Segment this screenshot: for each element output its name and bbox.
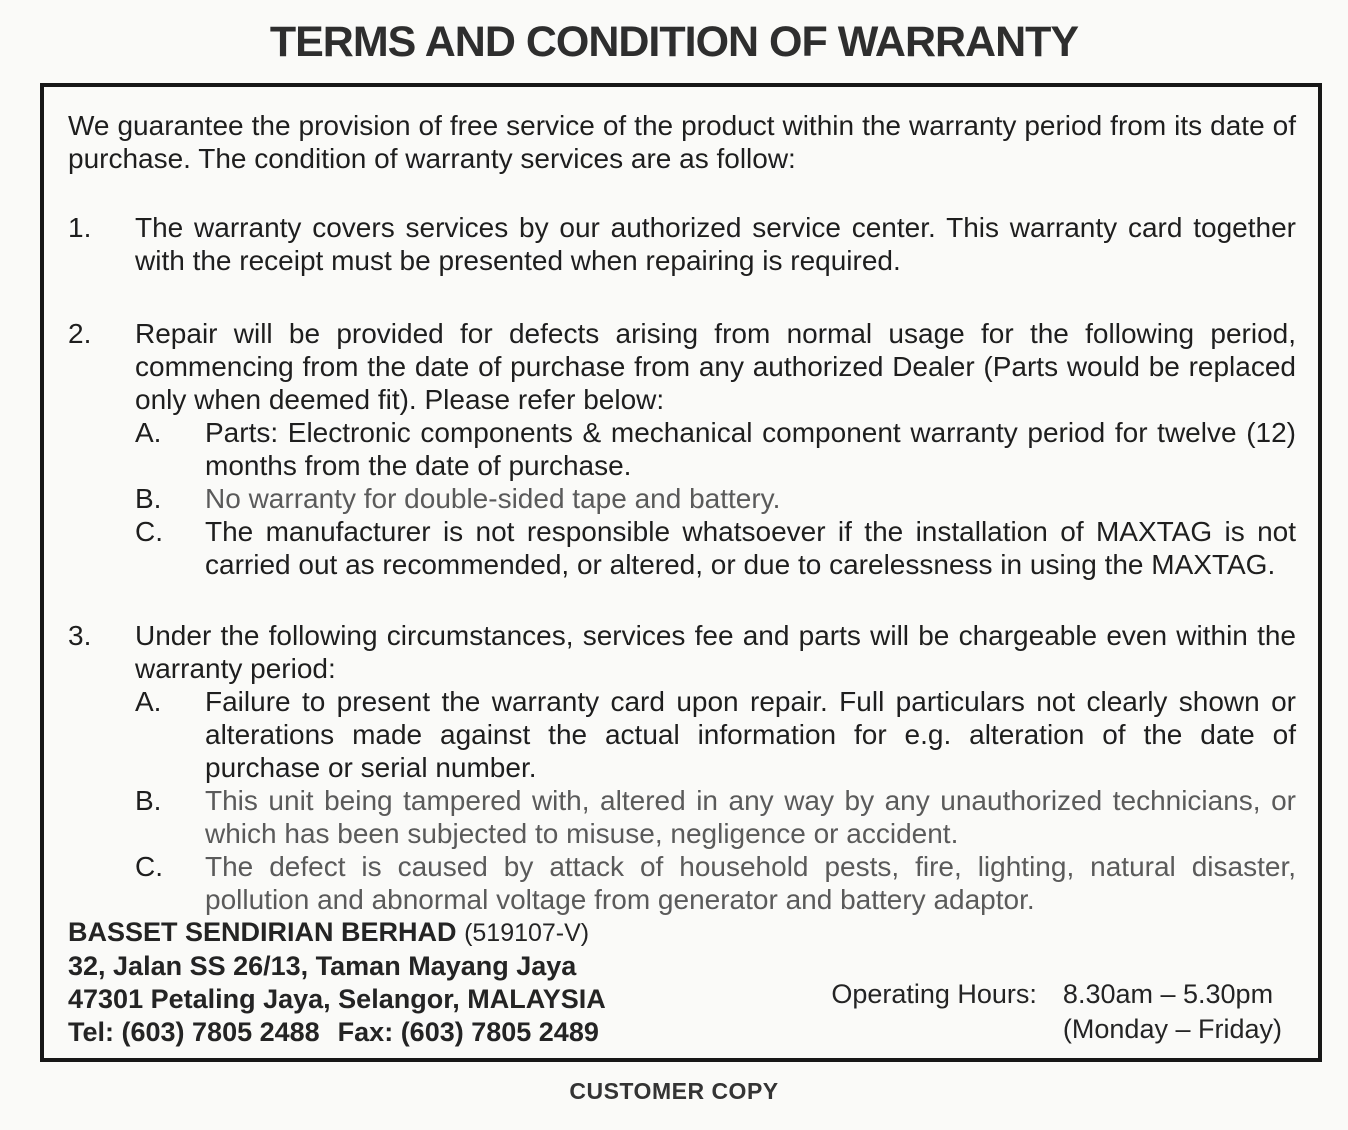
tel-number: Tel: (603) 7805 2488 <box>68 1017 320 1047</box>
subitem-text: The defect is caused by attack of household pests, fire, lighting, natural disaster, pollution and abnormal voltage from generator and battery adaptor. <box>205 851 1296 915</box>
contact-line <box>68 1016 606 1049</box>
fax-number: Fax: (603) 7805 2489 <box>337 1017 599 1047</box>
warranty-terms-box <box>40 83 1322 1062</box>
subitem-letter: A. <box>135 417 162 448</box>
warranty-item-1 <box>68 211 1296 277</box>
subitem-3a <box>135 685 1296 784</box>
intro-paragraph: We guarantee the provision of free service of the product within the warranty period from its date of purchase. The condition of warranty services are as follow: <box>68 110 1296 174</box>
operating-hours-time: 8.30am – 5.30pm <box>1062 979 1274 1009</box>
item-text: Repair will be provided for defects arising from normal usage for the following period, commencing from the date of purchase from any authorized Dealer (Parts would be replaced only when deemed fit). Please refer below: <box>135 318 1296 415</box>
warranty-item-2 <box>68 317 1296 581</box>
company-registration: (519107-V) <box>464 919 590 947</box>
subitem-2b <box>135 482 1296 515</box>
page-title: TERMS AND CONDITION OF WARRANTY <box>269 18 1079 66</box>
subitem-letter: C. <box>135 851 163 882</box>
company-block <box>68 916 606 1049</box>
subitem-2c <box>135 515 1296 581</box>
item-body <box>135 619 1296 916</box>
item-body <box>135 317 1296 581</box>
subitem-3c <box>135 850 1296 916</box>
subitem-text: This unit being tampered with, altered in any way by any unauthorized technicians, or which has been subjected to misuse, negligence or accident. <box>205 785 1296 849</box>
subitem-text: Failure to present the warranty card upon repair. Full particulars not clearly shown or alterations made against the actual information for e.g. alteration of the date of purchase or serial number. <box>205 686 1296 783</box>
operating-hours-label: Operating Hours: <box>831 979 1037 1009</box>
subitem-letter: B. <box>135 785 162 816</box>
operating-hours-days: (Monday – Friday) <box>1062 1014 1282 1044</box>
subitem-3b <box>135 784 1296 850</box>
address-line-2: 47301 Petaling Jaya, Selangor, MALAYSIA <box>68 984 606 1014</box>
operating-hours <box>831 977 1282 1047</box>
item-text: Under the following circumstances, services fee and parts will be chargeable even within the warranty period: <box>135 620 1296 684</box>
item-number: 2. <box>68 318 92 349</box>
subitem-text: No warranty for double-sided tape and battery. <box>205 483 781 514</box>
subitem-letter: B. <box>135 483 162 514</box>
footer-info-row <box>68 916 1296 1049</box>
subitem-letter: A. <box>135 686 162 717</box>
warranty-item-3 <box>68 619 1296 916</box>
item-number: 3. <box>68 620 92 651</box>
subitem-2a <box>135 416 1296 482</box>
subitem-letter: C. <box>135 516 163 547</box>
address-line-1: 32, Jalan SS 26/13, Taman Mayang Jaya <box>68 951 577 981</box>
customer-copy-label: CUSTOMER COPY <box>569 1078 779 1104</box>
company-name-line <box>68 916 606 950</box>
company-name: BASSET SENDIRIAN BERHAD <box>68 917 457 947</box>
item-text: The warranty covers services by our authorized service center. This warranty card together with the receipt must be presented when repairing is required. <box>135 212 1296 276</box>
subitem-text: Parts: Electronic components & mechanical component warranty period for twelve (12) months from the date of purchase. <box>205 417 1296 481</box>
item-number: 1. <box>68 212 92 243</box>
subitem-text: The manufacturer is not responsible whatsoever if the installation of MAXTAG is not carried out as recommended, or altered, or due to carelessness in using the MAXTAG. <box>205 516 1296 580</box>
